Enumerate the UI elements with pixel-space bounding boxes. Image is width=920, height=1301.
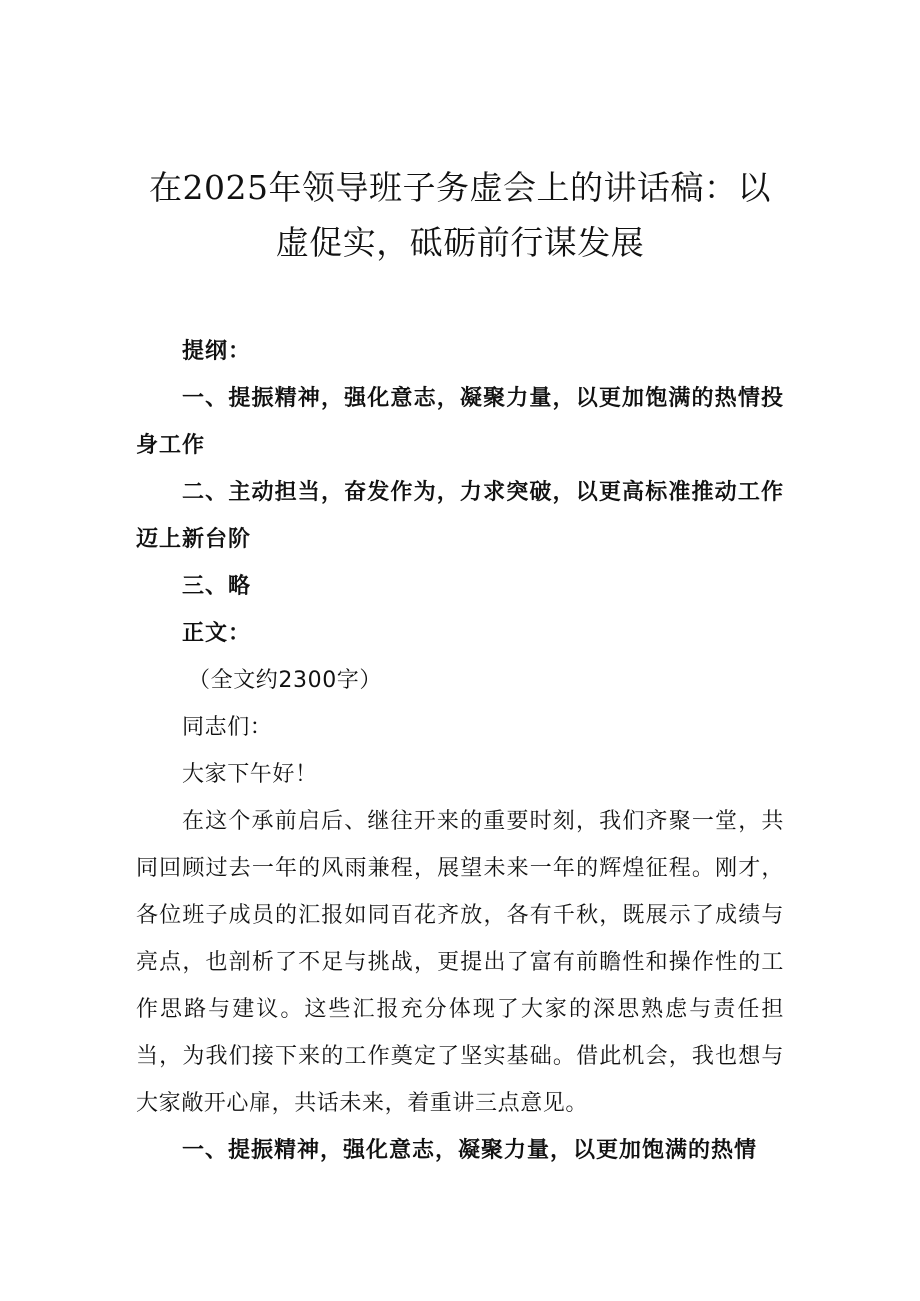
title-line-2: 虚促实，砥砺前行谋发展 bbox=[275, 223, 645, 262]
outline-item-3: 三、略 bbox=[182, 574, 252, 599]
outline-item-2: 二、主动担当，奋发作为，力求突破，以更高标准推动工作迈上新台阶 bbox=[136, 480, 784, 552]
title-line-1: 在2025年领导班子务虚会上的讲话稿：以 bbox=[149, 168, 771, 207]
document-title bbox=[136, 160, 784, 270]
section-1-heading: 一、提振精神，强化意志，凝聚力量，以更加饱满的热情 bbox=[182, 1138, 758, 1163]
intro-paragraph: 在这个承前启后、继往开来的重要时刻，我们齐聚一堂，共同回顾过去一年的风雨兼程，展望未来一年的辉煌征程。刚才，各位班子成员的汇报如同百花齐放，各有千秋，既展示了成绩与亮点，也剖析了不足与挑战，更提出了富有前瞻性和操作性的工作思路与建议。这些汇报充分体现了大家的深思熟虑与责任担当，为我们接下来的工作奠定了坚实基础。借此机会，我也想与大家敞开心扉，共话未来，着重讲三点意见。 bbox=[136, 809, 784, 1116]
greeting: 大家下午好！ bbox=[182, 762, 318, 787]
word-count-note: （全文约2300字） bbox=[188, 668, 382, 693]
outline-item-1: 一、提振精神，强化意志，凝聚力量，以更加饱满的热情投身工作 bbox=[136, 386, 784, 458]
salutation: 同志们： bbox=[182, 715, 273, 740]
body-label: 正文： bbox=[182, 621, 252, 646]
outline-label: 提纲： bbox=[182, 339, 252, 364]
